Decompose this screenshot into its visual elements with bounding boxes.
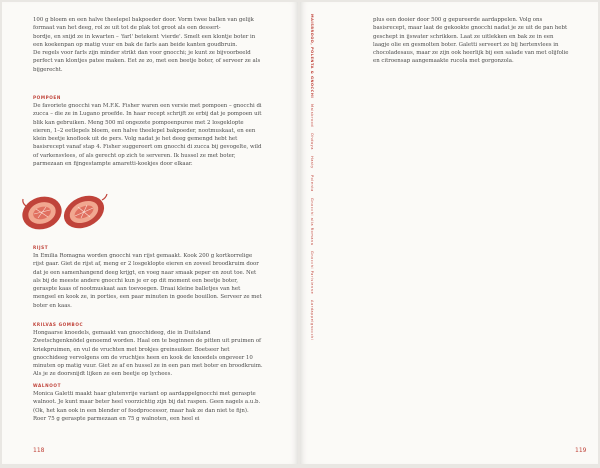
running-head-item: Aardappelgnocchi bbox=[310, 300, 314, 341]
page-number-left: 118 bbox=[33, 447, 45, 454]
running-head-item: Maisbrood bbox=[310, 104, 314, 128]
section-heading-walnoot: WALNOOT bbox=[33, 383, 62, 388]
running-head-item: Polenta bbox=[310, 174, 314, 192]
fig-half-left-icon bbox=[20, 192, 66, 234]
running-head-item: Gnocchi Parisienne bbox=[310, 251, 314, 295]
page-number-right: 119 bbox=[575, 447, 587, 454]
section-text-rijst: In Emilia Romagna worden gnocchi van rijst gemaakt. Kook 200 g kortkorrelige rijst gaar. Giet de rijst af, meng er 2 losgeklopte eieren en zoveel broodkruim door dat je een samenhangend deeg krijgt, en voeg naar smaak peper en zout toe. Net als bij de meeste andere gnocchi kun je er op dit moment een beetje boter, geraspte kaas of nootmuskaat aan toevoegen. Draai kleine balletjes van het mengsel en kook ze, in porties, een paar minuten in goede bouillon. Serveer ze met boter en kaas. bbox=[33, 253, 262, 309]
continued-paragraph: plus een dooier door 500 g gepureerde aardappelen. Volg ons basisrecept, maar laat de gekookte gnocchi nadat je ze uit de pan hebt geschept in ijswater schrikken. Laat ze uitlekken en bak ze in een laagje olie en gesmolten boter. Galetti serveert ze bij hertenvlees in chocoladesaus, maar ze zijn ook heerlijk bij een salade van met olijfolie en citroensap aangemaakte rucola met gorgonzola. bbox=[373, 17, 569, 65]
two-halved-figs-drawing bbox=[20, 192, 110, 234]
running-head-chapter-nav bbox=[310, 14, 314, 341]
section-text-walnoot: Monica Galetti maakt haar glutenvrije variant op aardappelgnocchi met geraspte walnoot. Je kunt maar beter heel voorzichtig zijn bij dat raspen. Geen nagels a.u.b. (Ok, het kan ook in een blender of foodprocessor, maar hak ze dan niet te fijn). Roer 75 g geraspte parmezaan en 75 g walnoten, een heel ei bbox=[33, 391, 261, 422]
intro-paragraph: 100 g bloem en een halve theelepel bakpoeder door. Vorm twee ballen van gelijk formaat van het deeg, rol ze uit tot de plak tot groot als een dessert- bordje, en snijd ze in kwarten – 'farl' betekent 'vierde'. Smelt een klontje boter in een koekenpan op matig vuur en bak de farls aan beide kanten goudbruin. De regels voor farls zijn minder strikt dan voor gnocchi; je kunt ze bijvoorbeeld perfect van klontjes patee maken. Eet ze zo, met een beetje boter, of serveer ze als bijgerecht. bbox=[33, 17, 261, 73]
running-head-item: Ohdaya bbox=[310, 133, 314, 151]
section-heading-pompoen: POMPOEN bbox=[33, 95, 61, 100]
running-head-item: Hasty bbox=[310, 156, 314, 169]
left-page bbox=[2, 2, 298, 464]
running-head-chapter: MAISBROOD, POLENTA & GNOCCHI bbox=[310, 14, 314, 99]
running-head-item: Gnocchi alla Romana bbox=[310, 197, 314, 246]
section-heading-rijst: RIJST bbox=[33, 245, 49, 250]
right-page bbox=[300, 2, 598, 464]
fig-half-right-icon bbox=[59, 192, 110, 234]
section-text-pompoen: De favoriete gnocchi van M.F.K. Fisher waren een versie met pompoen – gnocchi di zucca – die ze in Lugano proefde. In haar recept schrijft ze erbij dat je pompoen uit blik kan gebruiken. Meng 500 ml ongezete pompoenpuree met 2 losgeklopte eieren, 1–2 eetlepels bloem, een halve theelepel bakpoeder, nootmuskaat, en een klein beetje knoflook uit de pers. Volg nadat je het deeg gemengd hebt het basisrecept vanaf stap 4. Fisher suggereert om gnocchi di zucca bij gevogelte, wild of varkensvlees, of als gerecht op zich te serveren. Ik hussel ze met boter, parmezaan en fijngestampte amaretti-koekjes door elkaar. bbox=[33, 103, 262, 168]
section-text-krilvas-gomboc: Hongaarse knoedels, gemaakt van gnocchideeg, die in Duitsland Zwetschgenknödel genoemd worden. Haal om te beginnen de pitten uit pruimen of kriekpruimen, en vul de vruchten met brokjes greinsuiker. Boetseer het gnocchideeg vervolgens om de vruchtjes heen en kook de knoedels ongeveer 10 minuten op matig vuur. Giet ze af en hussel ze in een pan met boter en broodkruim. Als je ze doorsnijdt lijken ze een beetje op lychees. bbox=[33, 330, 263, 378]
section-heading-krilvas-gomboc: KRILVAS GOMBOC bbox=[33, 322, 84, 327]
